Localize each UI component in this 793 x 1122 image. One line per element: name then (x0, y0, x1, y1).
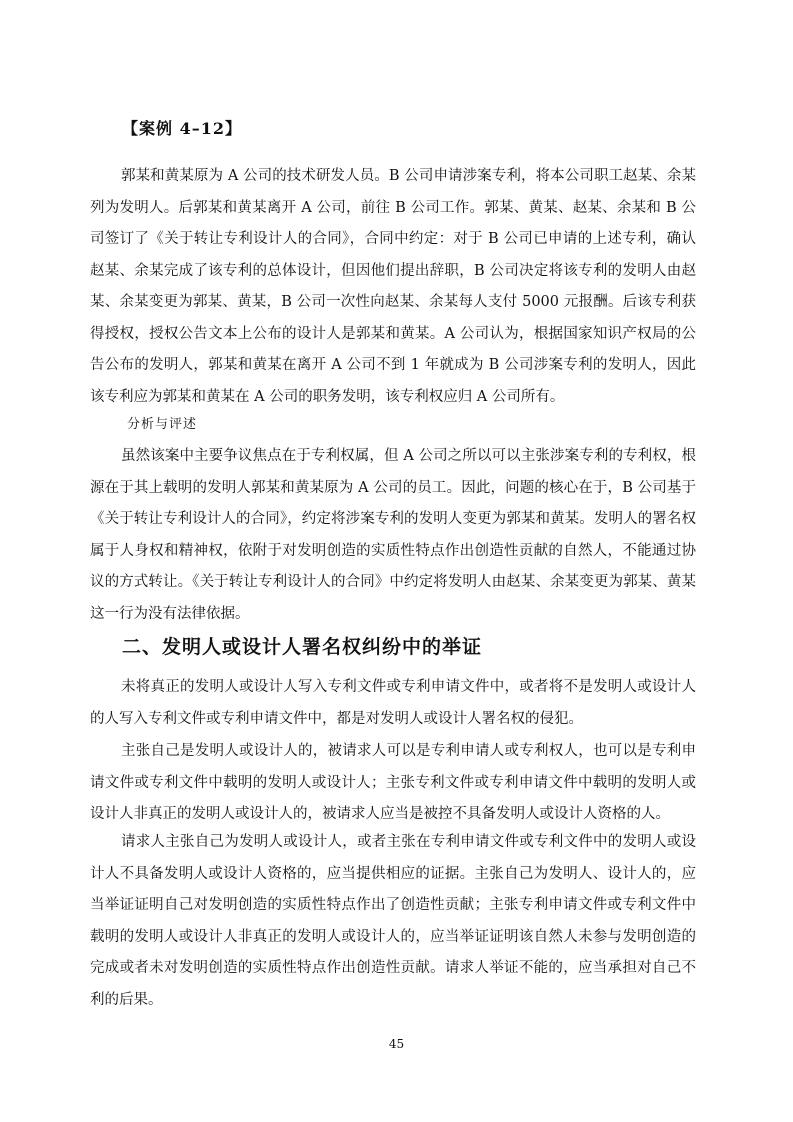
page-number: 45 (388, 1037, 405, 1051)
analysis-paragraph: 虽然该案中主要争议焦点在于专利权属，但 A 公司之所以可以主张涉案专利的专利权，根源在于其上载明的发明人郭某和黄某原为 A 公司的员工。因此，问题的核心在于，B 公司基于《关于转让专利设计人的合同》，约定将涉案专利的发明人变更为郭某和黄某。发明人的署名权属于人身权和精神权，依附于对发明创造的实质性特点作出创造性贡献的自然人，不能通过协议的方式转让。《关于转让专利设计人的合同》中约定将发明人由赵某、余某变更为郭某、黄某这一行为没有法律依据。 (90, 448, 696, 622)
section-paragraph-3: 请求人主张自己为发明人或设计人，或者主张在专利申请文件或专利文件中的发明人或设计人不具备发明人或设计人资格的，应当提供相应的证据。主张自己为发明人、设计人的，应当举证证明自己对发明创造的实质性特点作出了创造性贡献；主张专利申请文件或专利文件中载明的发明人或设计人非真正的发明人或设计人的，应当举证证明该自然人未参与发明创造的完成或者未对发明创造的实质性特点作出创造性贡献。请求人举证不能的，应当承担对自己不利的后果。 (90, 834, 696, 1008)
section-paragraph-1: 未将真正的发明人或设计人写入专利文件或专利申请文件中，或者将不是发明人或设计人的人写入专利文件或专利申请文件中，都是对发明人或设计人署名权的侵犯。 (90, 679, 696, 727)
section-paragraph-2: 主张自己是发明人或设计人的，被请求人可以是专利申请人或专利权人，也可以是专利申请文件或专利文件中载明的发明人或设计人；主张专利文件或专利申请文件中载明的发明人或设计人非真正的发明人或设计人的，被请求人应当是被控不具备发明人或设计人资格的人。 (90, 743, 696, 822)
analysis-label: 分析与评述 (127, 417, 198, 432)
case-title: 【案例 4–12】 (122, 119, 242, 138)
section-heading: 二、发明人或设计人署名权纠纷中的举证 (122, 636, 483, 658)
case-paragraph: 郭某和黄某原为 A 公司的技术研发人员。B 公司申请涉案专利，将本公司职工赵某、余某列为发明人。后郭某和黄某离开 A 公司，前往 B 公司工作。郭某、黄某、赵某、余某和 B 公司签订了《关于转让专利设计人的合同》，合同中约定：对于 B 公司已申请的上述专利，确认赵某、余某完成了该专利的总体设计，但因他们提出辞职，B 公司决定将该专利的发明人由赵某、余某变更为郭某、黄某，B 公司一次性向赵某、余某每人支付 5000 元报酬。后该专利获得授权，授权公告文本上公布的设计人是郭某和黄某。A 公司认为，根据国家知识产权局的公告公布的发明人，郭某和黄某在离开 A 公司不到 1 年就成为 B 公司涉案专利的发明人，因此该专利应为郭某和黄某在 A 公司的职务发明，该专利权应归 A 公司所有。 (90, 168, 696, 405)
